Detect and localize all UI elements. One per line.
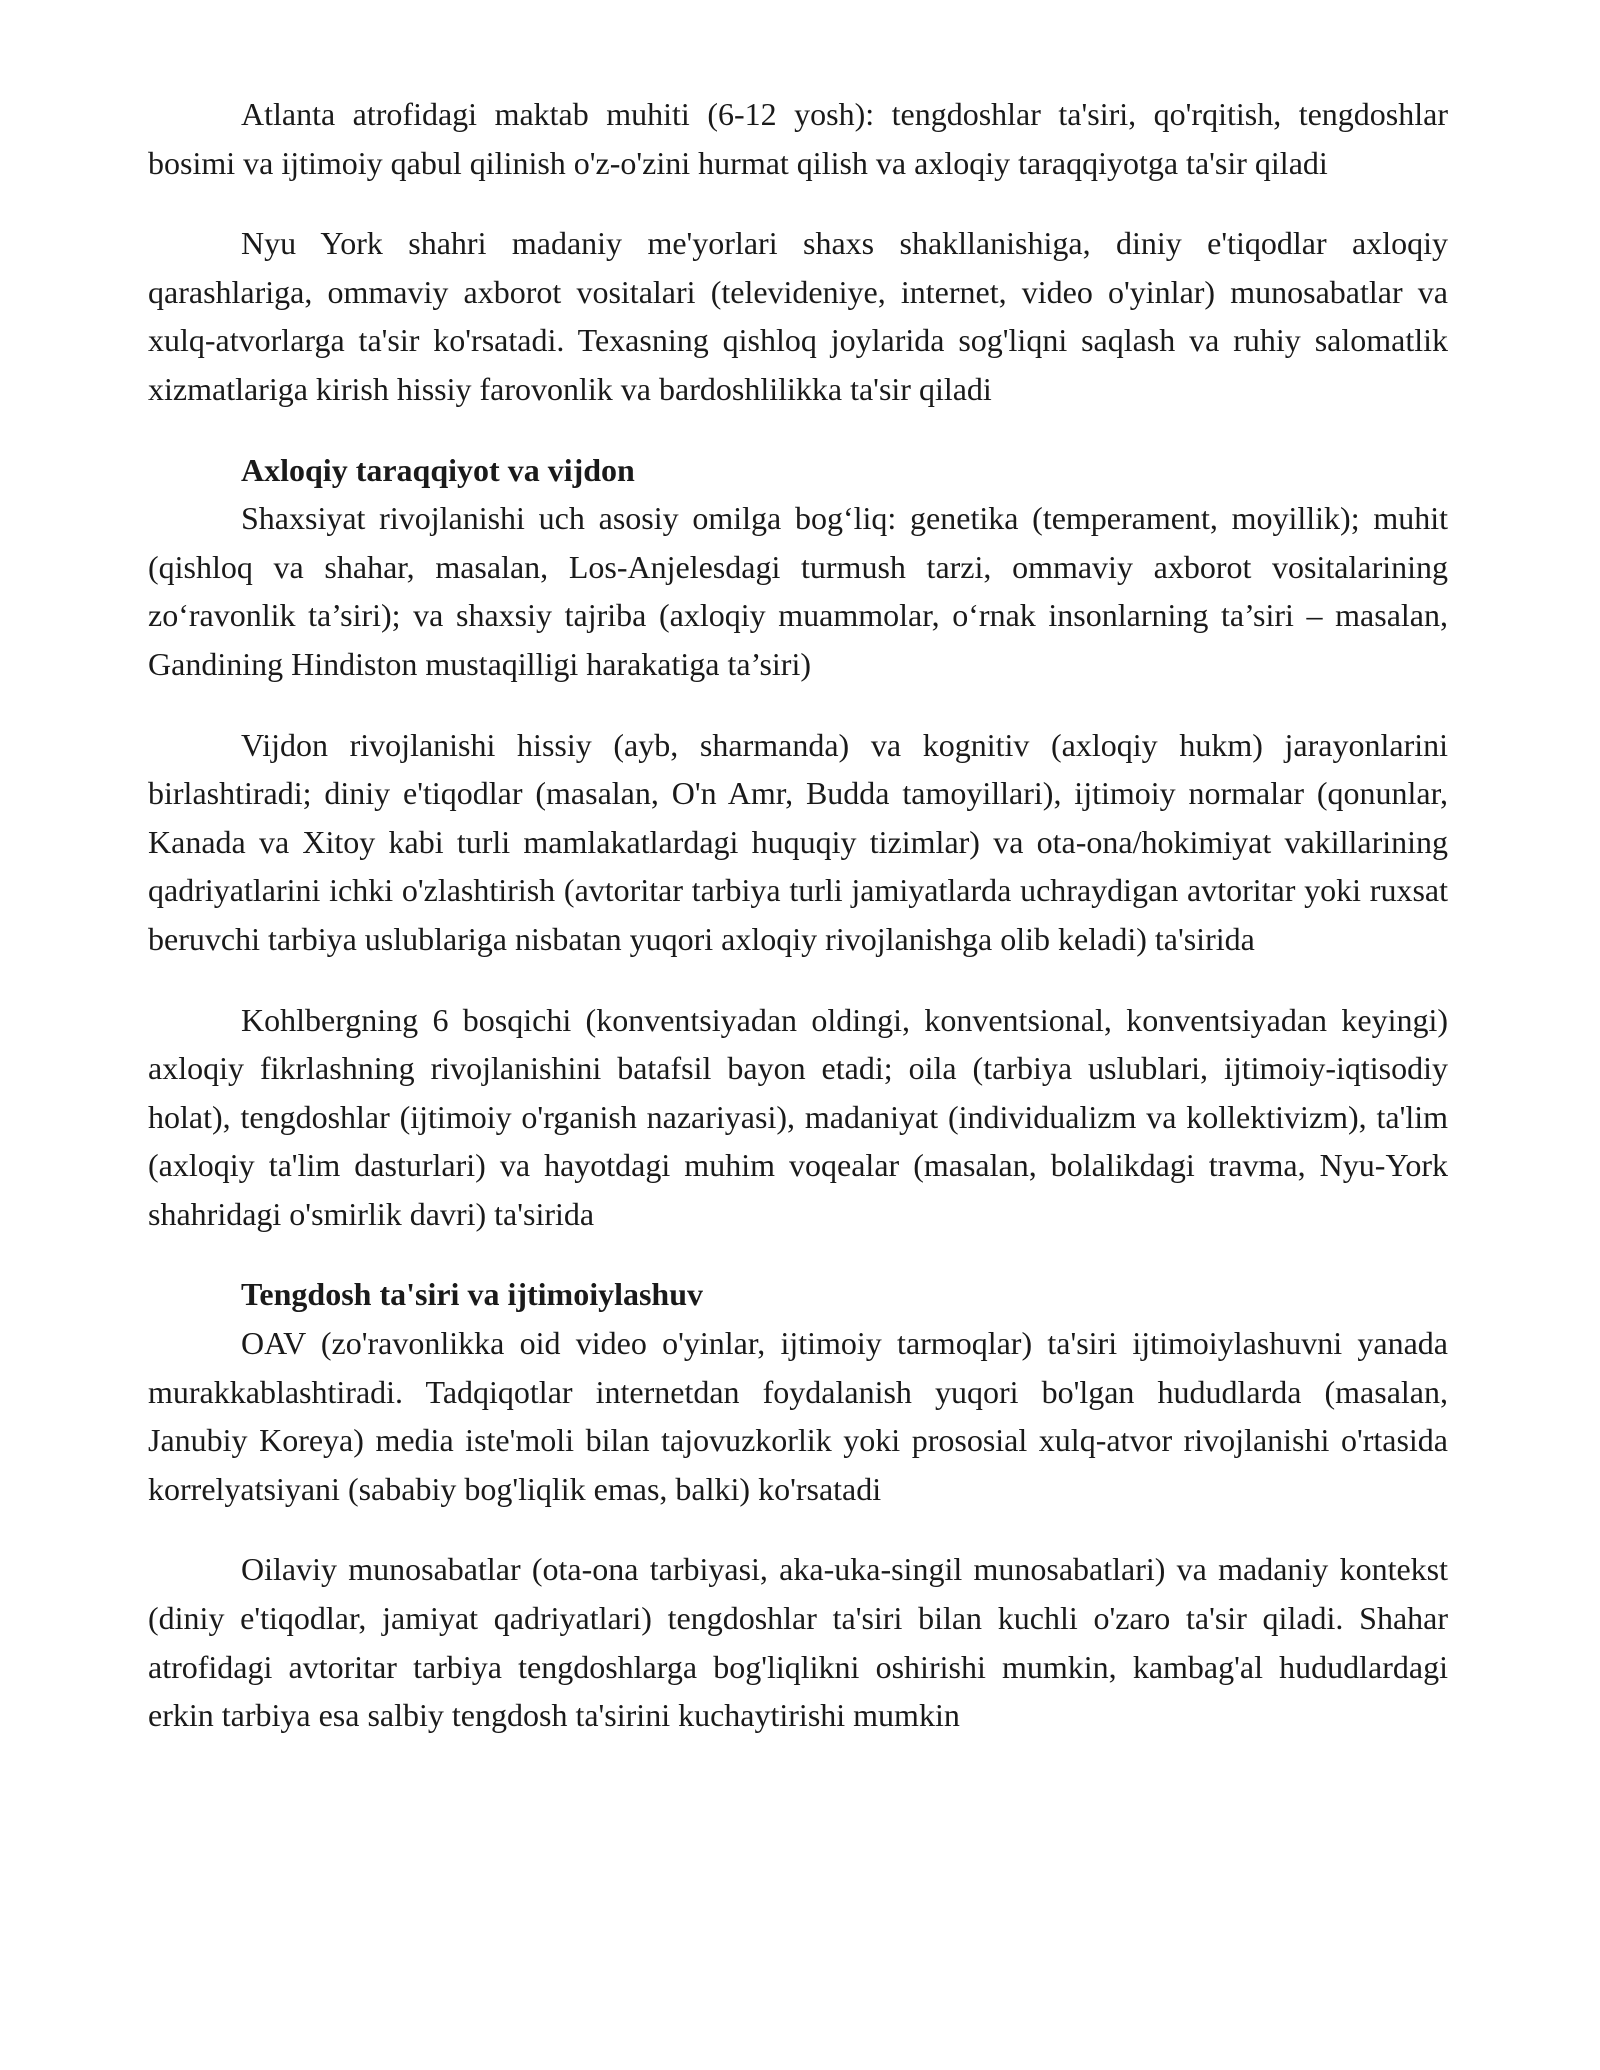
paragraph-media: OAV (zo'ravonlikka oid video o'yinlar, ijtimoiy tarmoqlar) ta'siri ijtimoiylashuvni yanada murakkablashtiradi. Tadqiqotlar internetdan foydalanish yuqori bo'lgan hududlarda (masalan, Janubiy Koreya) media iste'moli bilan tajovuzkorlik yoki prososial xulq-atvor rivojlanishi o'rtasida korrelyatsiyani (sababiy bog'liqlik emas, balki) ko'rsatadi	[148, 1325, 1448, 1507]
paragraph-conscience: Vijdon rivojlanishi hissiy (ayb, sharmanda) va kognitiv (axloqiy hukm) jarayonlarini birlashtiradi; diniy e'tiqodlar (masalan, O'n Amr, Budda tamoyillari), ijtimoiy normalar (qonunlar, Kanada va Xitoy kabi turli mamlakatlardagi huquqiy tizimlar) va ota-ona/hokimiyat vakillarining qadriyatlarini ichki o'zlashtirish (avtoritar tarbiya turli jamiyatlarda uchraydigan avtoritar yoki ruxsat beruvchi tarbiya uslublariga nisbatan yuqori axloqiy rivojlanishga olib keladi) ta'sirida	[148, 726, 1448, 957]
paragraph-atlanta: Atlanta atrofidagi maktab muhiti (6-12 yosh): tengdoshlar ta'siri, qo'rqitish, tengdoshlar bosimi va ijtimoiy qabul qilinish o'z-o'zini hurmat qilish va axloqiy taraqqiyotga ta'sir qiladi	[148, 96, 1448, 181]
paragraph-family: Oilaviy munosabatlar (ota-ona tarbiyasi, aka-uka-singil munosabatlari) va madaniy kontekst (diniy e'tiqodlar, jamiyat qadriyatlari) tengdoshlar ta'siri bilan kuchli o'zaro ta'sir qiladi. Shahar atrofidagi avtoritar tarbiya tengdoshlarga bog'liqlikni oshirishi mumkin, kambag'al hududlardagi erkin tarbiya esa salbiy tengdosh ta'sirini kuchaytirishi mumkin	[148, 1551, 1448, 1734]
document-page	[148, 90, 1448, 1772]
section-heading-moral-development: Axloqiy taraqqiyot va vijdon	[241, 451, 635, 488]
paragraph-kohlberg: Kohlbergning 6 bosqichi (konventsiyadan oldingi, konventsional, konventsiyadan keyingi) axloqiy fikrlashning rivojlanishini batafsil bayon etadi; oila (tarbiya uslublari, ijtimoiy-iqtisodiy holat), tengdoshlar (ijtimoiy o'rganish nazariyasi), madaniyat (individualizm va kollektivizm), ta'lim (axloqiy ta'lim dasturlari) va hayotdagi muhim voqealar (masalan, bolalikdagi travma, Nyu-York shahridagi o'smirlik davri) ta'sirida	[148, 1001, 1448, 1232]
section-heading-peer-influence: Tengdosh ta'siri va ijtimoiylashuv	[241, 1276, 704, 1313]
paragraph-personality: Shaxsiyat rivojlanishi uch asosiy omilga bog‘liq: genetika (temperament, moyillik); muhit (qishloq va shahar, masalan, Los-Anjelesdagi turmush tarzi, ommaviy axborot vositalarining zo‘ravonlik ta’siri); va shaxsiy tajriba (axloqiy muammolar, o‘rnak insonlarning ta’siri – masalan, Gandining Hindiston mustaqilligi harakatiga ta’siri)	[148, 500, 1448, 682]
paragraph-new-york: Nyu York shahri madaniy me'yorlari shaxs shakllanishiga, diniy e'tiqodlar axloqiy qarashlariga, ommaviy axborot vositalari (televideniye, internet, video o'yinlar) munosabatlar va xulq-atvorlarga ta'sir ko'rsatadi. Texasning qishloq joylarida sog'liqni saqlash va ruhiy salomatlik xizmatlariga kirish hissiy farovonlik va bardoshlilikka ta'sir qiladi	[148, 225, 1448, 407]
